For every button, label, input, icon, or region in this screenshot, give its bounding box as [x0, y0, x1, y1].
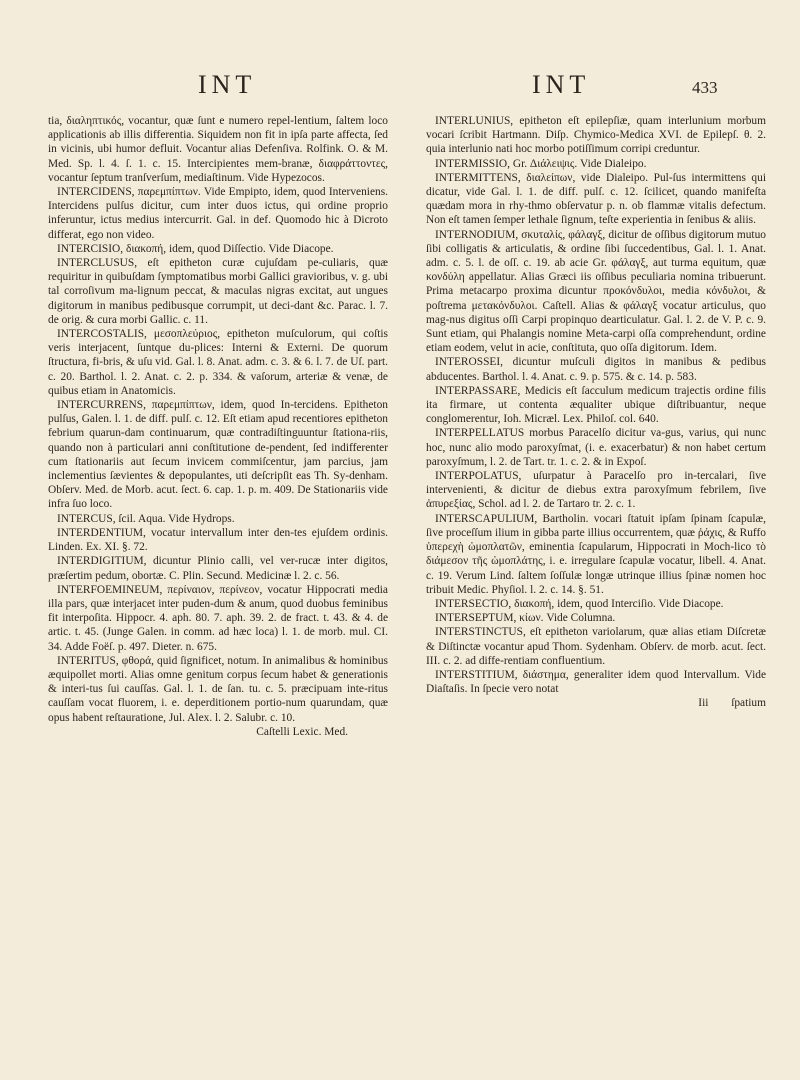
- entry-paragraph: INTERDIGITIUM, dicuntur Plinio calli, vel ver-rucæ inter digitos, præſertim pedum, obortæ. C. Plin. Secund. Medicinæ l. 2. c. 56.: [48, 555, 388, 582]
- signature-mark: [426, 696, 766, 710]
- entry-paragraph: INTERSECTIO, διακοπή, idem, quod Interciſio. Vide Diacope.: [435, 597, 724, 610]
- page-number: 433: [692, 78, 718, 97]
- entry-paragraph: INTERCURRENS, παρεμπίπτων, idem, quod In-tercidens. Epitheton pulſus, Galen. l. 1. de diff. pulſ. c. 12. Eſt etiam apud recentiores epitheton febrium quarun-dam continuarum, quæ contradiſtinguuntur ſtationa-riis, quando non à particulari anni conſtitutione de-pendent, ſed indifferenter cum ſtationariis aut ſecum invicem commiſcentur, jam parcius, jam inclementius ſævientes & depopulantes, uti deſcripſit eas Th. Sy-denham. Obſerv. Med. de Morb. acut. ſect. 6. cap. 1. p. m. 409. De Stationariis vide infra ſuo loco.: [48, 399, 388, 511]
- entry-paragraph: INTERCLUSUS, eſt epitheton curæ cujuſdam pe-culiaris, quæ requiritur in quibuſdam ſymptomatibus morbi Gallici gravioribus, v. g. ubi tal corroſivum ma-lignum peccat, & maculas nigras excitat, aut ungues digitorum in manibus pedibusque corrumpit, ut deci-dant &c. Parac. l. 7. de orig. & cura morbi Gallic. c. 11.: [48, 257, 388, 326]
- header-right-title: INT: [532, 70, 591, 99]
- catchword-right: ſpatium: [731, 697, 766, 710]
- running-header: [0, 70, 800, 104]
- entry-paragraph: INTERNODIUM, σκυταλίς, φάλαγξ, dicitur de oſſibus digitorum mutuo ſibi colligatis & articulatis, & ordine ſibi ſuccedentibus, Gal. l. 1. Anat. adm. c. 5. l. de oſſ. c. 19. ab acie Gr. φάλαγξ, aut turma equitum, quæ κονδύλη appellatur. Alias Græci iis oſſibus peculiaria nomina tribuerunt. Prima metacarpo proxima dicuntur προκόνδυλοι, media κόνδυλοι, & poſtrema μετακόνδυλοι. Caſtell. Alias & φάλαγξ vocatur articulus, quo mag-nus digitus oſſi Carpi propinquo dearticulatur. Gal. l. 2. de V. P. c. 9. Sunt etiam, qui Phalangis nomine Meta-carpi oſſa comprehendunt, ordine etiam eodem, velut in acie, conſtituta, quo oſſa digitorum. Idem.: [426, 228, 766, 355]
- entry-paragraph: INTERPELLATUS morbus Paracelſo dicitur va-gus, varius, qui nunc hoc, nunc alio modo paroxyſmat, (i. e. exacerbatur) & non habet certum paroxyſmum, l. 2. de Tart. tr. 1. c. 2. & in Expoſ.: [426, 427, 766, 468]
- entry-paragraph: INTERCISIO, διακοπή, idem, quod Diſſectio. Vide Diacope.: [57, 242, 334, 255]
- entry-paragraph: INTERLUNIUS, epitheton eſt epilepſiæ, quam interlunium morbum vocari ſcribit Hartmann. Diſp. Chymico-Medica XVI. de Epilepſ. θ. 2. quia interlunio nati hoc morbo potiſſimum corripi creduntur.: [426, 115, 766, 156]
- entry-paragraph: INTERSTITIUM, διάστημα, generaliter idem quod Intervallum. Vide Diaſtaſis. In ſpecie vero notat: [426, 668, 766, 696]
- entry-paragraph: INTERCOSTALIS, μεσοπλεύριος, epitheton muſculorum, qui coſtis veris interjacent, ſuntque du-plices: Interni & Externi. De quorum ſtructura, fi-bris, & uſu vid. Gal. l. 8. Anat. adm. c. 3. & 6. l. 7. de Uſ. part. c. 20. Barthol. l. 2. Anat. c. 2. p. 334. & vaſorum, arteriæ & venæ, de quibus etiam in Anatomicis.: [48, 328, 388, 397]
- entry-paragraph: INTERSEPTUM, κίων. Vide Columna.: [435, 612, 616, 625]
- entry-paragraph: INTERMISSIO, Gr. Διάλειψις. Vide Dialeipo.: [435, 157, 647, 170]
- entry-paragraph: INTEROSSEI, dicuntur muſculi digitos in manibus & pedibus abducentes. Barthol. l. 4. Anat. c. 9. p. 575. & c. 14. p. 583.: [426, 356, 766, 383]
- catchword-left: Caſtelli Lexic. Med.: [256, 725, 348, 738]
- entry-paragraph: INTERPASSARE, Medicis eſt ſacculum medicum trajectis ordine filis ita firmare, ut contenta æqualiter ubique diſtribuantur, neque conglomerentur, Ioh. Micræl. Lex. Philoſ. col. 640.: [426, 384, 766, 426]
- entry-paragraph: INTERMITTENS, διαλείπων, vide Dialeipo. Pul-ſus intermittens qui dicatur, vide Gal. l. 1. de diff. pulſ. c. 12. ſcilicet, quando manifeſta quædam mora in rhy-thmo obſervatur p. n. ob flammæ vitalis defectum. Non eſt tamen ſemper lethale ſignum, teſte experientia in ſenibus & aliis.: [426, 171, 766, 227]
- entry-paragraph: INTERFOEMINEUM, περίναιον, περίνεον, vocatur Hippocrati media illa pars, quæ interjacet inter puden-dum & anum, quod duobus feminibus fit interpoſita. Hippocr. 4. aph. 80. 7. aph. 39. 2. de fract. t. 43. & 4. de artic. t. 45. (Junge Galen. in comm. ad hæc loca) l. 1. de morb. mul. CI. 34. Adde Foëſ. p. 497. Dieter. n. 675.: [48, 583, 388, 653]
- entry-paragraph: INTERSTINCTUS, eſt epitheton variolarum, quæ alias etiam Diſcretæ & Diſtinctæ vocantur apud Thom. Sydenham. Obſerv. de morb. acut. ſect. III. c. 2. ad diffe-rentiam confluentium.: [426, 626, 766, 667]
- entry-paragraph: INTERCUS, ſcil. Aqua. Vide Hydrops.: [57, 512, 235, 525]
- header-left-title: INT: [198, 70, 257, 99]
- entry-paragraph: INTERCIDENS, παρεμπίπτων. Vide Empipto, idem, quod Interveniens. Intercidens pulſus dicitur, cum inter duos ictus, qui ordine proprio inferuntur, ictus medius intercurrit. Gal. in def. Quomodo hic à Dicroto differat, ego non video.: [48, 186, 388, 241]
- right-column: [426, 114, 766, 711]
- left-column: [48, 114, 388, 739]
- entry-paragraph: tia, διαληπτικός, vocantur, quæ ſunt e numero repel-lentium, ſaltem loco applicationis ab illis differentia. Siquidem non fit in ipſa parte affecta, ſed in vicinis, ubi humor defluit. Vocantur alias Defenſiva. Rolfink. O. & M. Med. Sp. l. 4. ſ. 1. c. 15. Intercipientes mem-branæ, διαφράττοντες, vocantur ſeptum tranſverſum, mediaſtinum. Vide Hypezocos.: [48, 115, 388, 184]
- entry-paragraph: INTERPOLATUS, uſurpatur à Paracelſo pro in-tercalari, ſive intervenienti, & dicitur de diebus extra paroxyſmum febrilem, ſive ἀπυρεξίας, Schol. ad l. 2. de Tartaro tr. 2. c. 1.: [426, 470, 766, 511]
- entry-paragraph: INTERITUS, φθορά, quid ſignificet, notum. In animalibus & hominibus æquipollet morti. Alias omne genitum corpus ſecum habet & generationis & interi-tus ſui cauſſas. Gal. l. 1. de ſan. tu. c. 5. præcipuam inte-ritus cauſſam vocat fluorem, i. e. deperditionem portio-num quarundam, quæ opus habent reſtauratione, Jul. Alex. l. 2. Salubr. c. 10.: [48, 654, 388, 724]
- entry-paragraph: INTERSCAPULIUM, Bartholin. vocari ſtatuit ipſam ſpinam ſcapulæ, ſive proceſſum ilium in gibba parte illius occurrentem, quæ ῥάχις, & Ruffo ὑπερεχὴ ὠμοπλατῶν, eminentia ſcapularum, Hippocrati in Moch-lico τὸ διάμεσον τῆς ὠμοπλάτης, i. e. irregulare ſcapulæ vocatur, libell. 4. Anat. c. 19. Verum Lind. ſaltem ſoſſulæ longæ utrinque illius ſpinæ nomen hoc tribuit Medic. Phyſiol. l. 2. c. 14. §. 51.: [426, 512, 766, 596]
- signature-text: Iii: [698, 697, 709, 710]
- entry-paragraph: INTERDENTIUM, vocatur intervallum inter den-tes ejuſdem ordinis. Linden. Ex. XI. §. 72.: [48, 526, 388, 554]
